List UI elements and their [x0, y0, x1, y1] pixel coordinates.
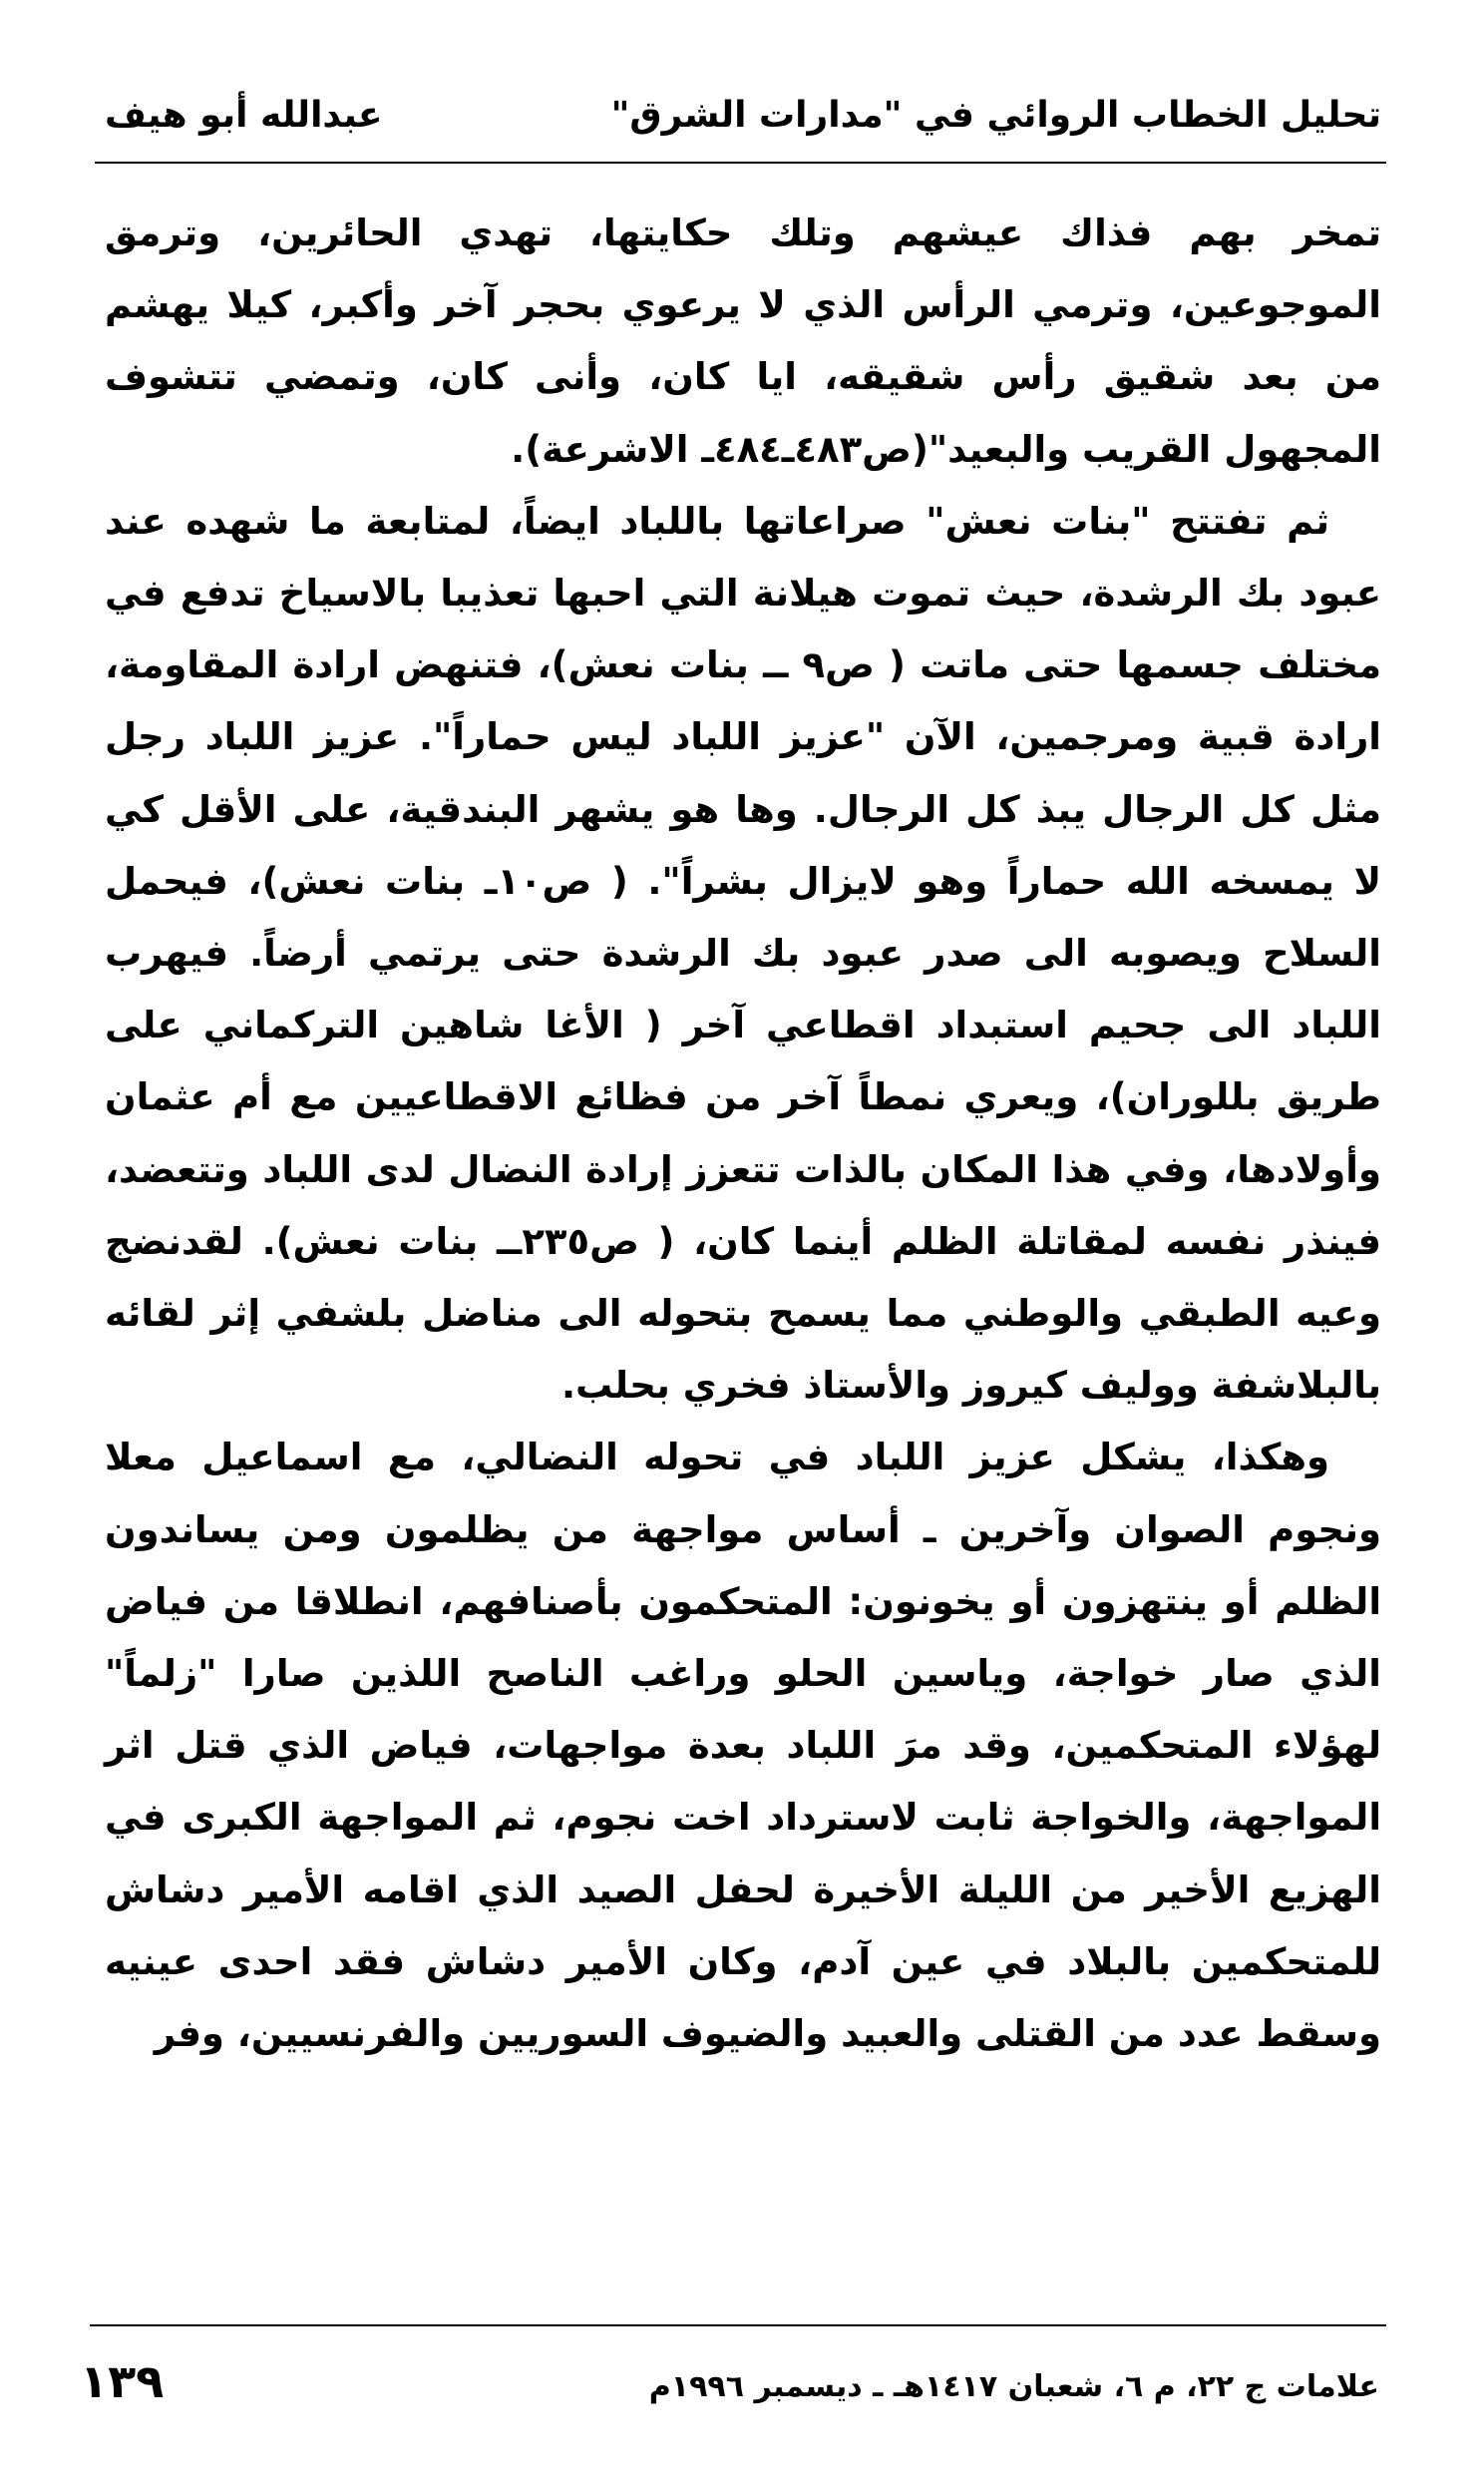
running-header	[105, 95, 1381, 155]
book-title: تحليل الخطاب الروائي في "مدارات الشرق"	[610, 95, 1381, 136]
footer-rule	[90, 2324, 1386, 2326]
body-text	[105, 198, 1381, 2070]
paragraph-1: تمخر بهم فذاك عيشهم وتلك حكايتها، تهدي الحائرين، وترمق الموجوعين، وترمي الرأس الذي لا يرعوي بحجر آخر وأكبر، كيلا يهشم من بعد شقيق رأس شقيقه، ايا كان، وأنى كان، وتمضي تتشوف المجهول القريب والبعيد"(ص٤٨٣ـ٤٨٤ـ الاشرعة).	[105, 211, 1381, 471]
header-rule	[95, 162, 1386, 164]
page-number: ١٣٩	[80, 2354, 165, 2408]
journal-citation: علامات ج ٢٢، م ٦، شعبان ١٤١٧هـ ـ ديسمبر ١٩٩٦م	[648, 2369, 1379, 2404]
paragraph-2: ثم تفتتح "بنات نعش" صراعاتها باللباد ايضاً، لمتابعة ما شهده عند عبود بك الرشدة، حيث تموت هيلانة التي احبها تعذيبا بالاسياخ تدفع في مختلف جسمها حتى ماتت ( ص٩ ــ بنات نعش)، فتنهض ارادة المقاومة، ارادة قبية ومرجمين، الآن "عزيز اللباد ليس حماراً". عزيز اللباد رجل مثل كل الرجال يبذ كل الرجال. وها هو يشهر البندقية، على الأقل كي لا يمسخه الله حماراً وهو لايزال بشراً". ( ص١٠ـ بنات نعش)، فيحمل السلاح ويصوبه الى صدر عبود بك الرشدة حتى يرتمي أرضاً. فيهرب اللباد الى جحيم استبداد اقطاعي آخر ( الأغا شاهين التركماني على طريق بللوران)، ويعري نمطاً آخر من فظائع الاقطاعيين مع أم عثمان وأولادها، وفي هذا المكان بالذات تتعزز إرادة النضال لدى اللباد وتتعضد، فينذر نفسه لمقاتلة الظلم أينما كان، ( ص٢٣٥ــ بنات نعش). لقدنضج وعيه الطبقي والوطني مما يسمح بتحوله الى مناضل بلشفي إثر لقائه بالبلاشفة ووليف كيروز والأستاذ فخري بحلب.	[105, 499, 1382, 1408]
paragraph-3: وهكذا، يشكل عزيز اللباد في تحوله النضالي، مع اسماعيل معلا ونجوم الصوان وآخرين ـ أساس مواجهة من يظلمون ومن يساندون الظلم أو ينتهزون أو يخونون: المتحكمون بأصنافهم، انطلاقا من فياض الذي صار خواجة، وياسين الحلو وراغب الناصح اللذين صارا "زلماً" لهؤلاء المتحكمين، وقد مرَ اللباد بعدة مواجهات، فياض الذي قتل اثر المواجهة، والخواجة ثابت لاسترداد اخت نجوم، ثم المواجهة الكبرى في الهزيع الأخير من الليلة الأخيرة لحفل الصيد الذي اقامه الأمير دشاش للمتحكمين بالبلاد في عين آدم، وكان الأمير دشاش فقد احدى عينيه وسقط عدد من القتلى والعبيد والضيوف السوريين والفرنسيين، وفر	[105, 1436, 1381, 2056]
author-name: عبدالله أبو هيف	[105, 95, 383, 136]
